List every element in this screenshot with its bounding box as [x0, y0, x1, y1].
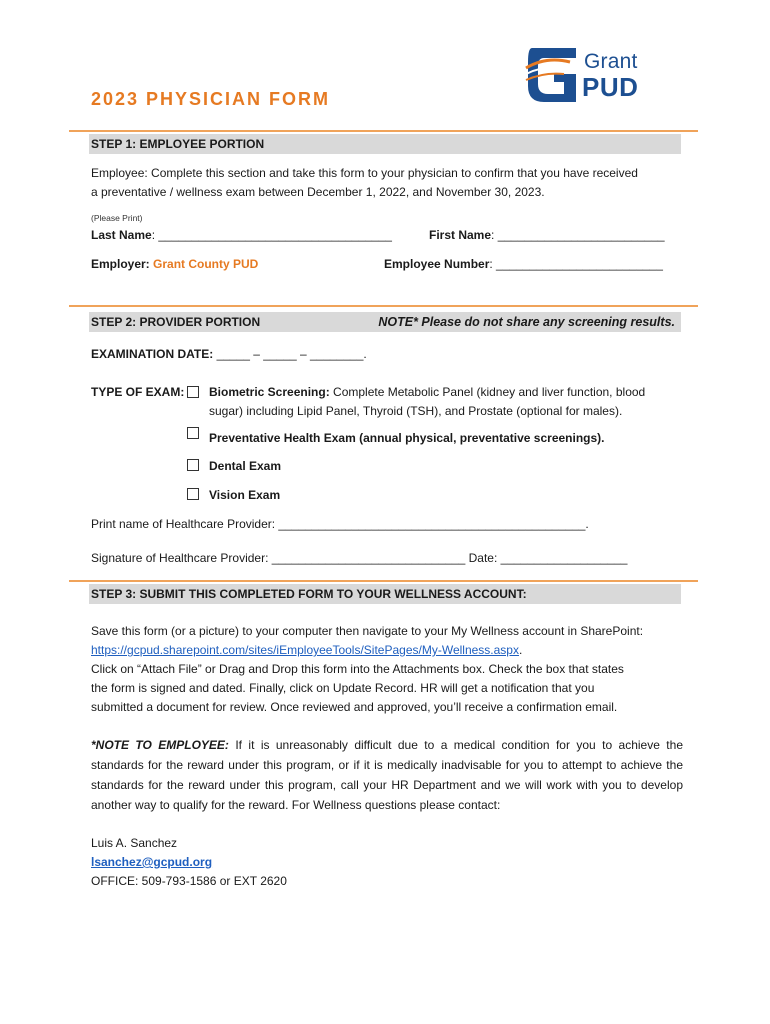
- examination-date-blank: _____ – _____ – ________.: [216, 347, 367, 361]
- step3-para-line1: Save this form (or a picture) to your computer then navigate to your My Wellness account in SharePoint:: [91, 624, 644, 638]
- section-divider: [69, 580, 698, 582]
- step3-para-line3: Click on “Attach File” or Drag and Drop this form into the Attachments box. Check the box that states: [91, 662, 624, 676]
- note-to-employee-text: If it is unreasonably difficult due to a medical condition for you to achieve the standards for the reward under this program, or if it is medically inadvisable for you to attempt to achieve the standards for the reward under this program, call your HR Department and we will work with you to develop another way to qualify for the reward. For Wellness questions please contact:: [91, 738, 683, 812]
- preventative-health-exam-checkbox[interactable]: [187, 427, 199, 439]
- employee-number-field[interactable]: [384, 255, 663, 274]
- page-title: 2023 PHYSICIAN FORM: [91, 89, 331, 109]
- employee-number-label: Employee Number: [384, 257, 490, 271]
- vision-exam-label: Vision Exam: [209, 488, 281, 502]
- wellness-link-suffix: .: [518, 643, 523, 657]
- employee-number-blank: : _________________________: [489, 257, 663, 271]
- biometric-screening-title: Biometric Screening:: [209, 385, 330, 399]
- step2-heading-text: STEP 2: PROVIDER PORTION: [91, 315, 261, 329]
- note-to-employee: [91, 735, 683, 815]
- grant-pud-logo: [524, 44, 659, 106]
- step1-heading: STEP 1: EMPLOYEE PORTION: [89, 134, 681, 154]
- step1-instructions-line2: a preventative / wellness exam between December 1, 2022, and November 30, 2023.: [91, 185, 545, 199]
- type-of-exam-label: TYPE OF EXAM:: [91, 385, 185, 399]
- examination-date-label: EXAMINATION DATE:: [91, 347, 217, 361]
- first-name-field[interactable]: [429, 226, 665, 245]
- wellness-sharepoint-link[interactable]: https://gcpud.sharepoint.com/sites/iEmployeeTools/SitePages/My-Wellness.aspx: [91, 643, 519, 657]
- step3-para-line5: submitted a document for review. Once reviewed and approved, you’ll receive a confirmation email.: [91, 700, 618, 714]
- biometric-screening-checkbox[interactable]: [187, 386, 199, 398]
- last-name-field[interactable]: [91, 226, 392, 245]
- contact-email-link[interactable]: lsanchez@gcpud.org: [91, 855, 213, 869]
- last-name-blank: : ___________________________________: [151, 228, 392, 242]
- provider-name-field[interactable]: Print name of Healthcare Provider: ______________________________________________.: [91, 517, 589, 531]
- logo-text-pud: PUD: [582, 72, 639, 102]
- biometric-screening-desc-line2: sugar) including Lipid Panel, Thyroid (TSH), and Prostate (optional for males).: [209, 404, 623, 418]
- contact-name: Luis A. Sanchez: [91, 836, 178, 850]
- examination-date-field[interactable]: [91, 345, 367, 364]
- logo-text-grant: Grant: [584, 50, 638, 73]
- biometric-screening-desc: Complete Metabolic Panel (kidney and liver function, blood: [329, 385, 646, 399]
- wellness-link-line: [91, 641, 522, 660]
- note-to-employee-label: *NOTE TO EMPLOYEE:: [91, 738, 229, 752]
- biometric-screening-option: [209, 383, 645, 402]
- preventative-health-exam-label: Preventative Health Exam (annual physical, preventative screenings).: [209, 431, 605, 445]
- step3-heading: STEP 3: SUBMIT THIS COMPLETED FORM TO YOUR WELLNESS ACCOUNT:: [89, 584, 681, 604]
- provider-signature-field[interactable]: Signature of Healthcare Provider: _____________________________ Date: ___________________: [91, 551, 628, 565]
- step1-instructions-line1: Employee: Complete this section and take this form to your physician to confirm that you have received: [91, 166, 638, 180]
- first-name-label: First Name: [429, 228, 492, 242]
- employer-value: Grant County PUD: [153, 257, 259, 271]
- section-divider: [69, 130, 698, 132]
- step2-note: NOTE* Please do not share any screening results.: [378, 315, 675, 329]
- last-name-label: Last Name: [91, 228, 152, 242]
- employer-label: Employer:: [91, 257, 154, 271]
- first-name-blank: : _________________________: [491, 228, 665, 242]
- employer-field: [91, 255, 258, 274]
- dental-exam-label: Dental Exam: [209, 459, 282, 473]
- contact-office: OFFICE: 509-793-1586 or EXT 2620: [91, 874, 287, 888]
- step2-heading: [89, 312, 681, 332]
- section-divider: [69, 305, 698, 307]
- vision-exam-checkbox[interactable]: [187, 488, 199, 500]
- step3-para-line4: the form is signed and dated. Finally, click on Update Record. HR will get a notification that you: [91, 681, 595, 695]
- contact-email-line: [91, 853, 212, 872]
- please-print-note: (Please Print): [91, 213, 143, 223]
- grant-pud-g-logo-icon: [524, 44, 584, 106]
- dental-exam-checkbox[interactable]: [187, 459, 199, 471]
